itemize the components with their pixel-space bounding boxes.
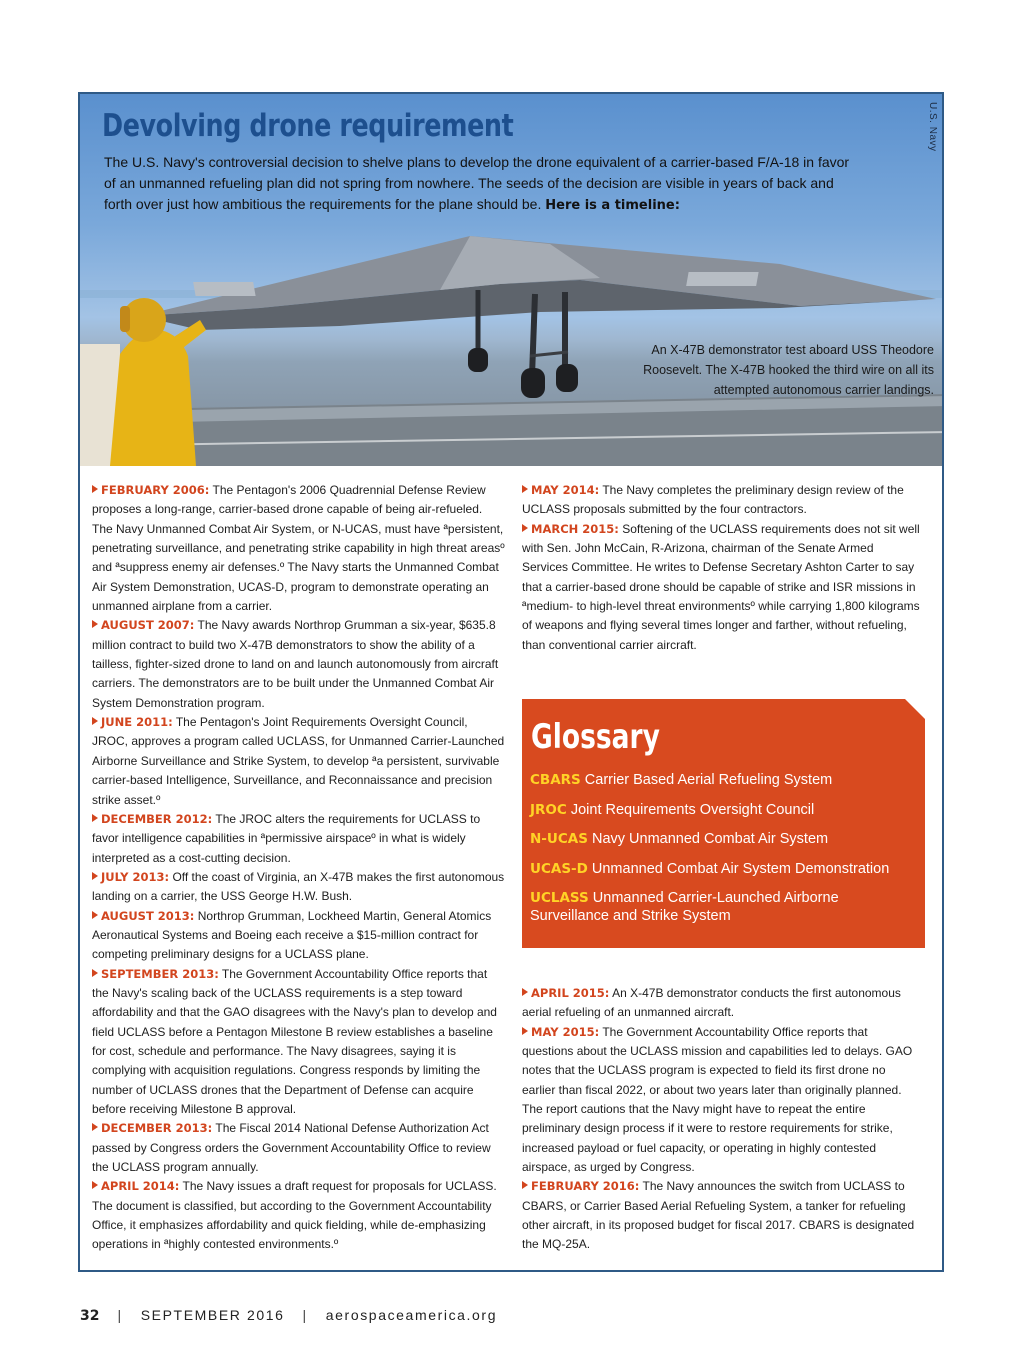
timeline-left-column: [92, 481, 506, 1255]
timeline-entry: [522, 1177, 922, 1254]
timeline-entry: [92, 713, 506, 810]
triangle-bullet-icon: [92, 1181, 98, 1189]
glossary-term: UCAS-D: [530, 860, 588, 877]
glossary-definition: Joint Requirements Oversight Council: [570, 801, 815, 818]
timeline-text: An X-47B demonstrator conducts the first autonomous aerial refueling of an unmanned aircraft.: [522, 986, 901, 1020]
triangle-bullet-icon: [522, 988, 528, 996]
triangle-bullet-icon: [522, 524, 528, 532]
timeline-entry: [522, 481, 922, 520]
timeline-entry: [92, 481, 506, 616]
timeline-right-top-column: [522, 481, 922, 655]
x47b-photo-illustration: [80, 94, 944, 466]
timeline-text: Softening of the UCLASS requirements does not sit well with Sen. John McCain, R-Arizona, chairman of the Senate Armed Services Committee. He writes to Defense Secretary Ashton Carter to say that a carrier-based drone should be capable of strike and ISR missions in ªmedium- to high-level threat environmentsº while carrying 1,800 kilograms of weapons and flying several times longer and farther, without refueling, than conventional carrier aircraft.: [522, 521, 920, 652]
timeline-text: The Pentagon's 2006 Quadrennial Defense Review proposes a long-range, carrier-based drone capable of being air-refueled. The Navy Unmanned Combat Air System, or N-UCAS, must have ªpersistent, penetrating surveillance, and penetrating strike capability in high threat areasº and ªsuppress enemy air defenses.º The Navy starts the Unmanned Combat Air System Demonstration, UCAS-D, program to demonstrate operating an unmanned airplane from a carrier.: [92, 483, 505, 614]
triangle-bullet-icon: [522, 1027, 528, 1035]
timeline-date: APRIL 2014:: [101, 1179, 180, 1194]
timeline-entry: [92, 868, 506, 907]
glossary-term: UCLASS: [530, 890, 589, 906]
triangle-bullet-icon: [92, 1123, 98, 1131]
timeline-text: The Navy awards Northrop Grumman a six-year, $635.8 million contract to build two X-47B demonstrators to show the ability of a tailless, fighter-sized drone to land on and launch autonomously from aircraft carriers. The demonstrators are to be built under the Unmanned Combat Air System Demonstration program.: [92, 618, 499, 710]
footer-divider: |: [117, 1307, 123, 1323]
intro-body: The U.S. Navy's controversial decision to shelve plans to develop the drone equivalent of a carrier-based F/A-18 in favor of an unmanned refueling plan did not spring from nowhere. The seeds of the decision are visible in years of back and forth over just how ambitious the requirements for the plane should be.: [104, 154, 850, 212]
page-title: Devolving drone requirement: [102, 108, 514, 144]
glossary-definition: Navy Unmanned Combat Air System: [591, 831, 829, 847]
glossary-item: [530, 889, 915, 925]
timeline-date: MARCH 2015:: [531, 521, 619, 536]
timeline-entry: [92, 965, 506, 1120]
timeline-text: The Navy issues a draft request for proposals for UCLASS. The document is classified, but according to the Government Accountability Office, it emphasizes affordability and quick fielding, while de-emphasizing operations in ªhighly contested environments.º: [92, 1179, 497, 1252]
timeline-date: JULY 2013:: [101, 869, 170, 884]
website-link[interactable]: aerospaceamerica.org: [325, 1307, 498, 1323]
timeline-entry: [92, 810, 506, 868]
triangle-bullet-icon: [522, 1181, 528, 1189]
timeline-text: The Government Accountability Office reports that questions about the UCLASS mission and capabilities led to delays. GAO notes that the UCLASS program is expected to field its first drone no earlier than fiscal 2022, or about two years later than originally planned. The report cautions that the Navy might have to repeat the entire preliminary design process if it were to restore requirements for strike, increased payload or fuel capacity, or operating in highly contested airspace, as urged by Congress.: [522, 1024, 913, 1175]
timeline-entry: [92, 616, 506, 713]
timeline-entry: [92, 1119, 506, 1177]
timeline-entry: [92, 1177, 506, 1254]
glossary-box: [522, 699, 925, 948]
intro-text: [104, 152, 864, 216]
glossary-title: Glossary: [531, 717, 660, 757]
glossary-definition: Unmanned Combat Air System Demonstration: [591, 860, 890, 877]
glossary-item: [530, 860, 915, 878]
timeline-date: APRIL 2015:: [531, 986, 610, 1000]
footer-divider: |: [302, 1307, 308, 1323]
timeline-entry: [522, 520, 922, 655]
issue-date: SEPTEMBER 2016: [140, 1307, 285, 1323]
timeline-date: MAY 2014:: [531, 483, 600, 497]
timeline-date: FEBRUARY 2006:: [101, 483, 210, 497]
timeline-entry: [522, 1023, 922, 1178]
triangle-bullet-icon: [92, 872, 98, 880]
photo-credit: U.S. Navy: [927, 102, 938, 152]
glossary-item: [530, 801, 915, 819]
timeline-date: AUGUST 2013:: [101, 908, 195, 923]
page-number: 32: [80, 1308, 100, 1324]
hero-photo: [80, 94, 942, 466]
glossary-term: N-UCAS: [530, 831, 588, 847]
triangle-bullet-icon: [522, 485, 528, 493]
timeline-date: SEPTEMBER 2013:: [101, 966, 219, 981]
timeline-text: Off the coast of Virginia, an X-47B makes the first autonomous landing on a carrier, the USS George H.W. Bush.: [92, 869, 505, 904]
glossary-corner-cut: [905, 699, 925, 719]
triangle-bullet-icon: [92, 485, 98, 493]
glossary-definition: Carrier Based Aerial Refueling System: [584, 772, 833, 788]
timeline-text: The JROC alters the requirements for UCLASS to favor intelligence capabilities in ªpermissive airspaceº in what is widely interpreted as a cost-cutting decision.: [92, 811, 481, 865]
glossary-list: [530, 771, 915, 937]
timeline-date: DECEMBER 2013:: [101, 1121, 213, 1136]
timeline-date: JUNE 2011:: [101, 715, 173, 730]
timeline-date: FEBRUARY 2016:: [531, 1179, 640, 1194]
timeline-entry: [522, 984, 922, 1023]
glossary-item: [530, 771, 915, 789]
glossary-item: [530, 830, 915, 848]
triangle-bullet-icon: [92, 620, 98, 628]
glossary-term: CBARS: [530, 772, 581, 788]
glossary-definition: Unmanned Carrier-Launched Airborne Surveillance and Strike System: [530, 890, 839, 924]
timeline-date: AUGUST 2007:: [101, 618, 195, 633]
timeline-text: The Navy announces the switch from UCLASS to CBARS, or Carrier Based Aerial Refueling System, a tanker for refueling other aircraft, in its proposed budget for fiscal 2017. CBARS is designated the MQ-25A.: [522, 1179, 915, 1252]
triangle-bullet-icon: [92, 717, 98, 725]
triangle-bullet-icon: [92, 911, 98, 919]
timeline-right-bottom-column: [522, 984, 922, 1255]
timeline-text: The Navy completes the preliminary design review of the UCLASS proposals submitted by the four contractors.: [522, 483, 904, 517]
timeline-text: The Fiscal 2014 National Defense Authorization Act passed by Congress orders the Government Accountability Office to review the UCLASS program annually.: [92, 1121, 491, 1175]
glossary-term: JROC: [530, 801, 567, 818]
timeline-date: DECEMBER 2012:: [101, 811, 213, 826]
intro-bold-lead: Here is a timeline:: [545, 198, 680, 213]
timeline-date: MAY 2015:: [531, 1024, 600, 1039]
page-footer: [80, 1307, 497, 1324]
timeline-text: The Government Accountability Office reports that the Navy's scaling back of the UCLASS requirements is a step toward affordability and that the GAO disagrees with the Navy's plan to develop and field UCLASS before a Pentagon Milestone B review establishes a baseline for cost, schedule and performance. The Navy disagrees, saying it is complying with acquisition regulations. Congress responds by limiting the number of UCLASS drones that the Department of Defense can acquire before receiving Milestone B approval.: [92, 966, 497, 1116]
triangle-bullet-icon: [92, 814, 98, 822]
triangle-bullet-icon: [92, 969, 98, 977]
timeline-text: The Pentagon's Joint Requirements Oversight Council, JROC, approves a program called UCLASS, for Unmanned Carrier-Launched Airborne Surveillance and Strike System, to develop ªa persistent, survivable carrier-based Intelligence, Surveillance, and Reconnaissance and precision strike asset.º: [92, 715, 505, 807]
timeline-text: Northrop Grumman, Lockheed Martin, General Atomics Aeronautical Systems and Boeing each receive a $15-million contract for competing preliminary designs for a UCLASS plane.: [92, 908, 492, 962]
timeline-entry: [92, 907, 506, 965]
photo-caption: An X-47B demonstrator test aboard USS Theodore Roosevelt. The X-47B hooked the third wire on all its attempted autonomous carrier landings.: [643, 343, 934, 397]
